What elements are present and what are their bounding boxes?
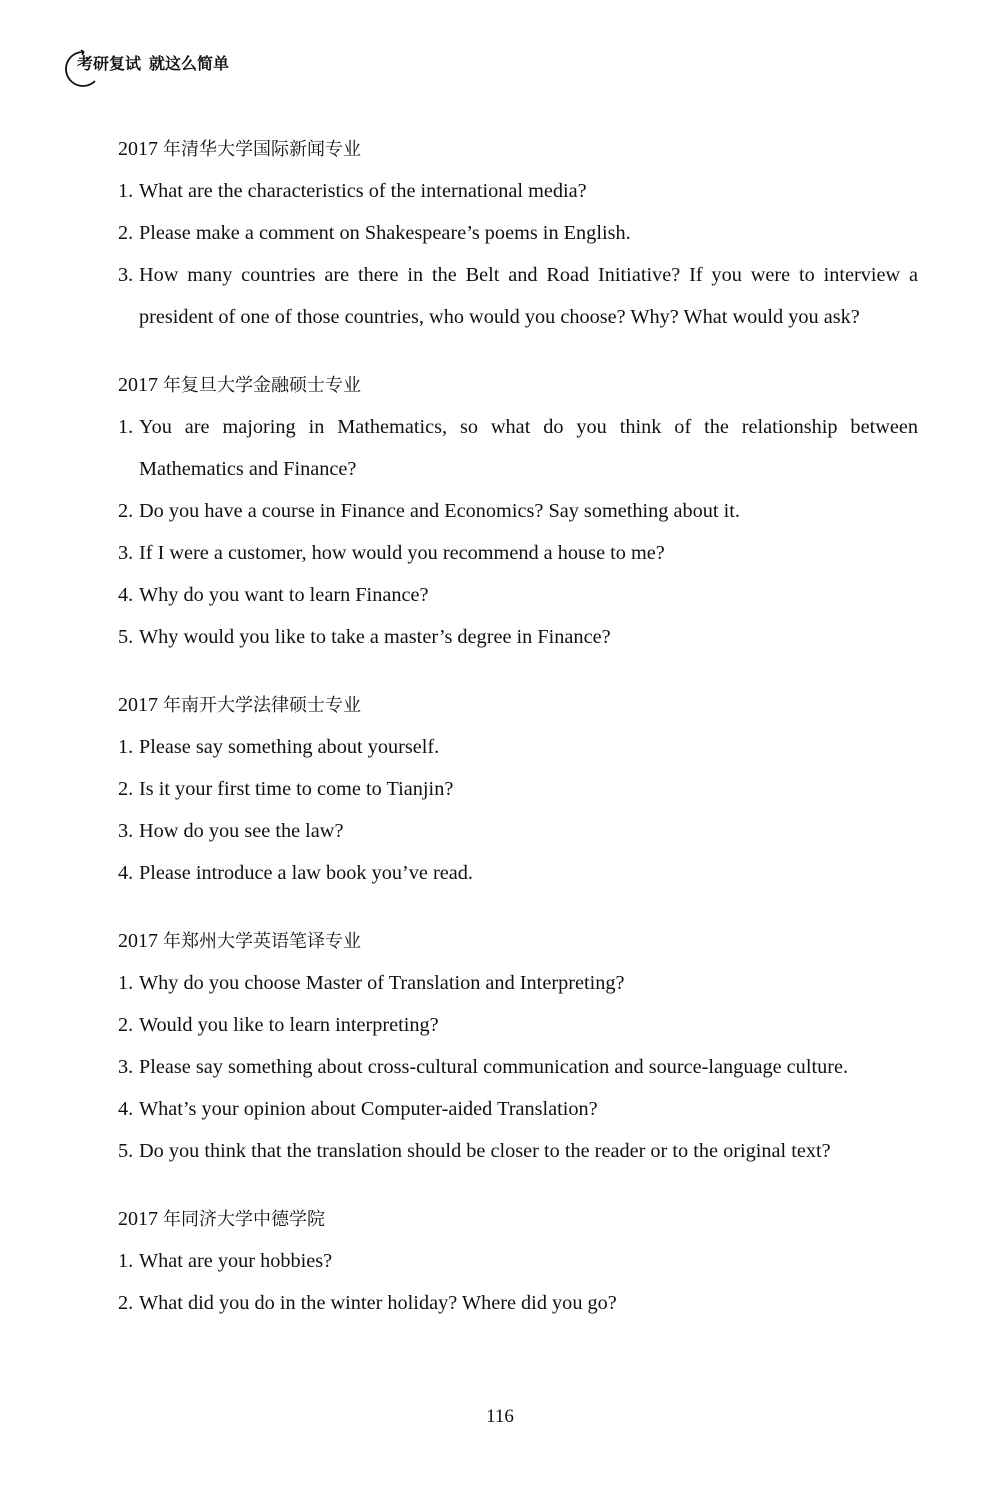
section-name: 年南开大学法律硕士专业 [163,695,361,716]
section-name: 年清华大学国际新闻专业 [163,139,361,160]
section-title [118,128,918,170]
header-slogan: 就这么简单 [149,53,230,73]
page-content [118,128,918,1324]
question-item [118,490,918,532]
section-year: 2017 [118,694,158,716]
question-number: 1. [118,416,134,438]
question-item [118,574,918,616]
section-year: 2017 [118,138,158,160]
question-text: What are the characteristics of the international media? [139,180,587,202]
question-item [118,1240,918,1282]
question-item [118,962,918,1004]
section-title [118,1198,918,1240]
question-item [118,616,918,658]
question-item [118,1004,918,1046]
question-text: If I were a customer, how would you recommend a house to me? [139,542,665,564]
question-text: Would you like to learn interpreting? [139,1014,439,1036]
question-item [118,810,918,852]
section-year: 2017 [118,374,158,396]
question-number: 5. [118,1140,134,1162]
question-item [118,170,918,212]
question-number: 3. [118,1056,134,1078]
section-fudan [118,364,918,658]
question-item [118,1046,918,1088]
question-text: How many countries are there in the Belt and Road Initiative? If you were to interview a president of one of those countries, who would you choose? Why? What would you ask? [139,264,918,328]
question-number: 4. [118,584,134,606]
question-text: What did you do in the winter holiday? Where did you go? [139,1292,617,1314]
section-year: 2017 [118,1208,158,1230]
section-tongji [118,1198,918,1324]
question-item [118,768,918,810]
question-number: 2. [118,778,134,800]
question-item [118,1282,918,1324]
question-number: 2. [118,1292,134,1314]
section-name: 年复旦大学金融硕士专业 [163,375,361,396]
section-year: 2017 [118,930,158,952]
question-text: Why would you like to take a master’s degree in Finance? [139,626,611,648]
section-tsinghua [118,128,918,338]
question-number: 1. [118,180,134,202]
question-number: 1. [118,736,134,758]
question-item [118,254,918,338]
question-number: 2. [118,1014,134,1036]
question-item [118,852,918,894]
question-number: 3. [118,820,134,842]
question-number: 2. [118,500,134,522]
question-text: How do you see the law? [139,820,344,842]
section-name: 年同济大学中德学院 [163,1209,325,1230]
page-number: 116 [486,1406,514,1427]
logo [62,51,141,74]
question-number: 4. [118,862,134,884]
question-number: 4. [118,1098,134,1120]
question-text: Please introduce a law book you’ve read. [139,862,473,884]
question-text: Please say something about cross-cultural communication and source-language culture. [139,1056,849,1078]
question-text: Why do you choose Master of Translation and Interpreting? [139,972,625,994]
question-text: Is it your first time to come to Tianjin? [139,778,454,800]
question-number: 3. [118,264,134,286]
section-zhengzhou [118,920,918,1172]
question-text: Do you think that the translation should be closer to the reader or to the original text? [139,1140,831,1162]
question-item [118,726,918,768]
question-text: Please say something about yourself. [139,736,440,758]
section-nankai [118,684,918,894]
question-item [118,212,918,254]
question-number: 3. [118,542,134,564]
question-text: Why do you want to learn Finance? [139,584,429,606]
section-title [118,920,918,962]
page-header [62,42,229,82]
question-number: 5. [118,626,134,648]
question-number: 1. [118,1250,134,1272]
question-number: 2. [118,222,134,244]
question-item [118,1088,918,1130]
question-number: 1. [118,972,134,994]
question-text: What are your hobbies? [139,1250,333,1272]
question-text: Do you have a course in Finance and Economics? Say something about it. [139,500,740,522]
section-title [118,684,918,726]
logo-text: 考研复试 [77,53,142,73]
question-item [118,1130,918,1172]
question-item [118,532,918,574]
section-name: 年郑州大学英语笔译专业 [163,931,361,952]
question-text: Please make a comment on Shakespeare’s poems in English. [139,222,631,244]
question-item [118,406,918,490]
section-title [118,364,918,406]
question-text: What’s your opinion about Computer-aided Translation? [139,1098,598,1120]
question-text: You are majoring in Mathematics, so what do you think of the relationship between Mathematics and Finance? [139,416,918,480]
